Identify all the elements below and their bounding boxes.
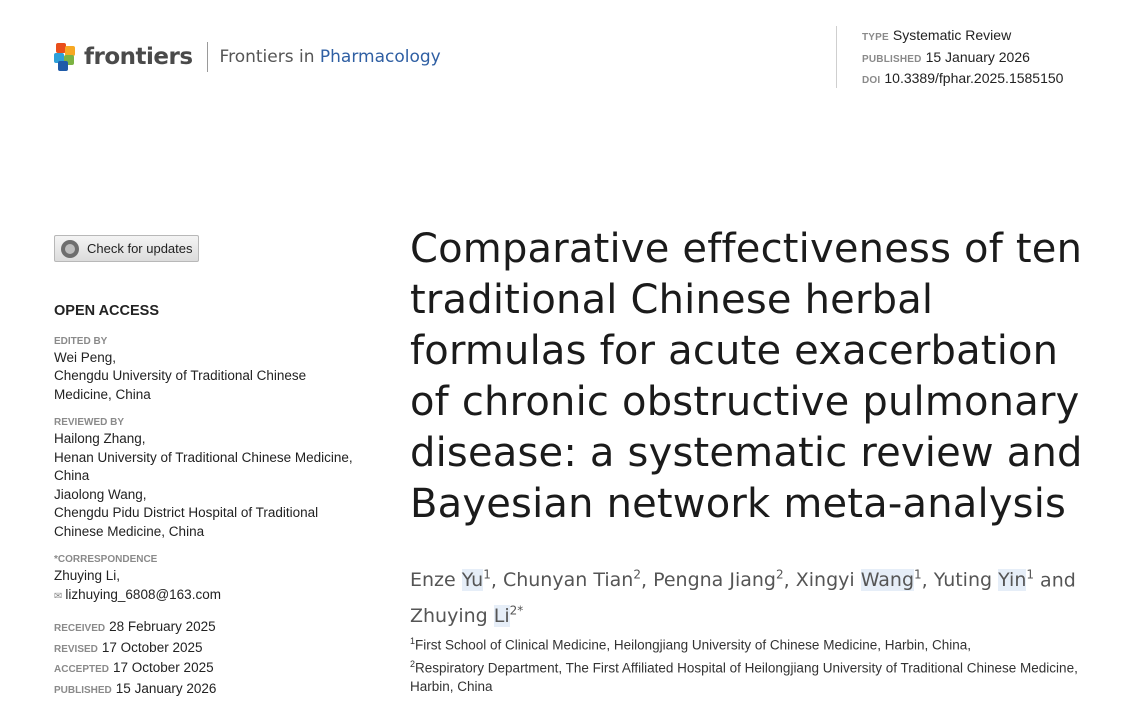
- received-value: 28 February 2025: [109, 619, 216, 634]
- author-affiliation-ref: 2: [633, 568, 641, 582]
- logo-divider: [207, 42, 208, 72]
- editor-name: Wei Peng,: [54, 349, 117, 365]
- correspondence-block: [54, 553, 364, 606]
- meta-type: [862, 26, 1063, 48]
- revised-date: [54, 639, 364, 660]
- reviewer-name: Jiaolong Wang,: [54, 486, 147, 502]
- author[interactable]: [796, 569, 922, 591]
- affiliation-number: 2: [410, 659, 416, 669]
- meta-type-label: TYPE: [862, 32, 889, 43]
- reviewer-affiliation: Chengdu Pidu District Hospital of Traditional Chinese Medicine, China: [54, 505, 319, 539]
- author-last-name: Jiang: [729, 569, 776, 592]
- article-dates: [54, 618, 364, 700]
- received-label: RECEIVED: [54, 623, 106, 634]
- article-title: Comparative effectiveness of ten traditional Chinese herbal formulas for acute exacerbation of chronic obstructive pulmonary disease: a systematic review and Bayesian network meta-analysis: [410, 226, 1083, 527]
- edited-by-block: [54, 335, 364, 405]
- accepted-value: 17 October 2025: [113, 660, 214, 675]
- correspondence-name: Zhuying Li,: [54, 568, 121, 583]
- author-affiliation-ref: 2*: [509, 603, 524, 618]
- author[interactable]: [410, 569, 491, 591]
- brand-name: frontiers: [84, 44, 193, 70]
- meta-published-label: PUBLISHED: [862, 53, 922, 65]
- open-access-label: OPEN ACCESS: [54, 303, 160, 319]
- author[interactable]: [410, 605, 523, 627]
- reviewed-by-block: [54, 416, 364, 541]
- author[interactable]: [653, 569, 784, 591]
- affiliation-list: [410, 632, 1090, 697]
- article-meta: [836, 26, 1063, 88]
- affiliation-number: 1: [410, 636, 416, 646]
- published-value: 15 January 2026: [115, 680, 217, 696]
- meta-published-value: 15 January 2026: [925, 48, 1030, 65]
- author-affiliation-ref: 1: [1026, 568, 1034, 582]
- author-last-name: Yu: [461, 569, 484, 592]
- author-list: Enze Yu$^1$, Chunyan Tian$^2$, Pengna Jiang$^2$, Xingyi Wang$^1$, Yuting Yin$^1$ and Zhuying $Li^{2*}$: [410, 568, 1076, 627]
- journal-prefix: Frontiers in: [219, 47, 320, 67]
- meta-doi-label: DOI: [862, 75, 881, 86]
- meta-doi[interactable]: [862, 69, 1063, 91]
- article-sidebar: [54, 302, 364, 700]
- author-conjunction: and: [1040, 569, 1076, 592]
- author-first-name: Zhuying: [410, 604, 494, 627]
- received-date: [54, 618, 364, 639]
- author-last-name: Tian: [593, 569, 634, 592]
- reviewed-by-label: REVIEWED BY: [54, 417, 125, 428]
- crossmark-icon: [61, 240, 79, 258]
- revised-label: REVISED: [54, 643, 98, 655]
- author[interactable]: [503, 569, 641, 591]
- author-affiliation-ref: 2: [776, 568, 784, 582]
- frontiers-logo[interactable]: [54, 42, 441, 72]
- check-for-updates-label: Check for updates: [87, 241, 193, 256]
- accepted-date: [54, 659, 364, 680]
- envelope-icon: ✉: [54, 590, 63, 602]
- author-first-name: Chunyan: [502, 569, 594, 592]
- revised-value: 17 October 2025: [101, 639, 203, 655]
- meta-type-value: Systematic Review: [892, 27, 1012, 43]
- author-first-name: Enze: [410, 569, 462, 592]
- author-first-name: Xingyi: [795, 569, 861, 592]
- frontiers-logo-icon: [54, 43, 78, 71]
- edited-by-label: EDITED BY: [54, 335, 108, 347]
- author-affiliation-ref: 1: [914, 568, 922, 582]
- affiliation-text: Respiratory Department, The First Affiliated Hospital of Heilongjiang University of Traditional Chinese Medicine, Harbin, China: [410, 660, 1078, 694]
- author-last-name: Yin: [998, 569, 1027, 592]
- reviewer-affiliation: Henan University of Traditional Chinese Medicine, China: [54, 449, 353, 483]
- published-label: PUBLISHED: [54, 684, 112, 696]
- author-first-name: Pengna: [653, 569, 730, 592]
- affiliation-text: First School of Clinical Medicine, Heilongjiang University of Chinese Medicine, Harbin, China,: [415, 637, 972, 653]
- published-date: [54, 680, 364, 701]
- correspondence-email-row: [54, 586, 364, 607]
- correspondence-label: *CORRESPONDENCE: [54, 554, 158, 565]
- author-last-name: Wang: [860, 569, 915, 592]
- accepted-label: ACCEPTED: [54, 664, 110, 675]
- affiliation-item: [410, 632, 1090, 655]
- author-last-name: Li: [493, 604, 510, 627]
- reviewer-name: Hailong Zhang,: [54, 431, 146, 446]
- author-affiliation-ref: 1: [483, 568, 491, 582]
- journal-field: Pharmacology: [319, 47, 441, 67]
- author[interactable]: [934, 569, 1034, 591]
- journal-name[interactable]: [220, 47, 441, 67]
- affiliation-item: [410, 655, 1090, 697]
- meta-published: [862, 48, 1063, 70]
- editor-affiliation: Chengdu University of Traditional Chinese Medicine, China: [54, 368, 307, 402]
- meta-doi-value[interactable]: 10.3389/fphar.2025.1585150: [884, 70, 1064, 86]
- correspondence-email[interactable]: lizhuying_6808@163.com: [65, 586, 221, 602]
- author-first-name: Yuting: [933, 569, 999, 592]
- check-for-updates-button[interactable]: [54, 235, 199, 262]
